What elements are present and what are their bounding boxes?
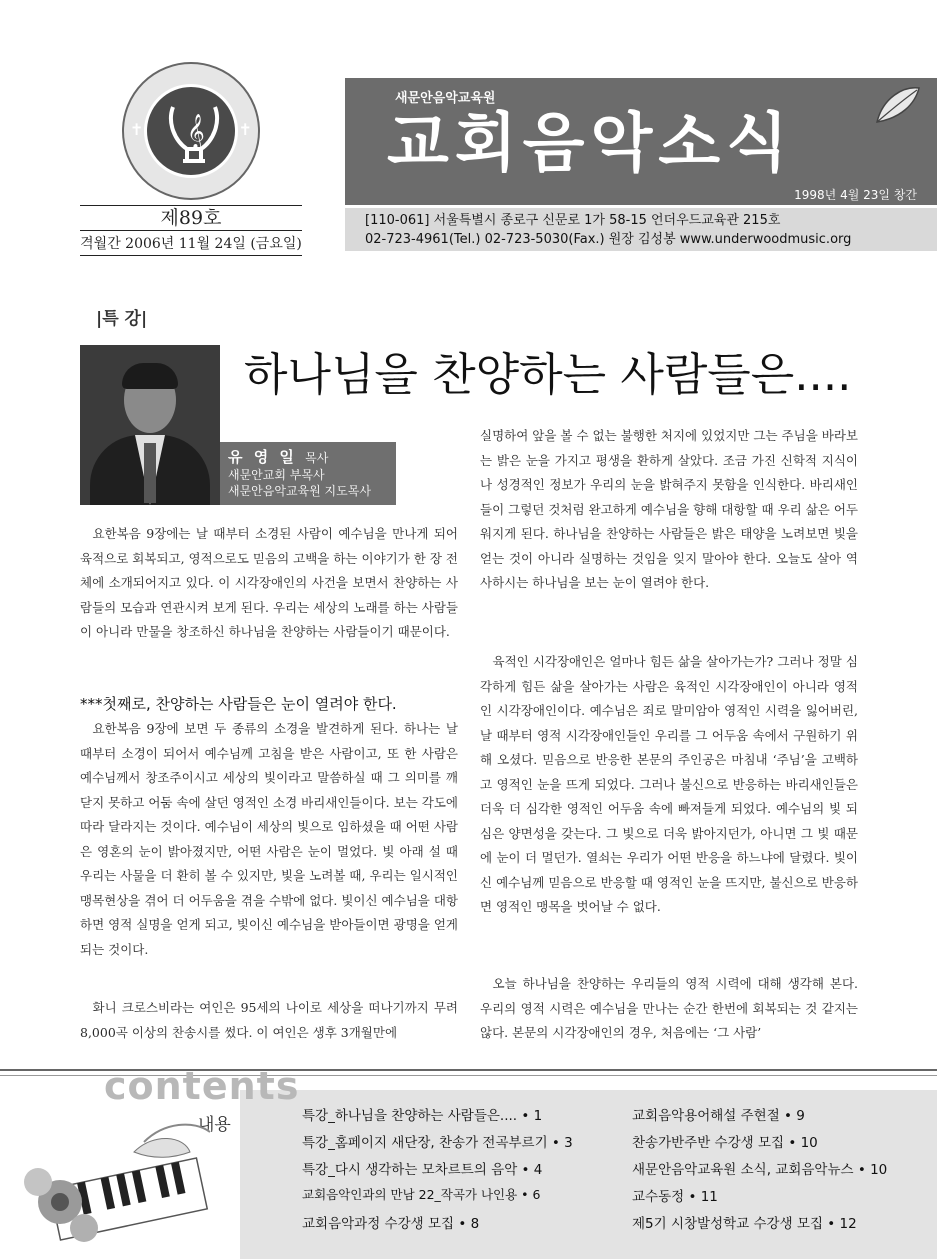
toc-item[interactable]: 새문안음악교육원 소식, 교회음악뉴스 • 10 xyxy=(632,1162,888,1178)
issue-number: 제89호 xyxy=(80,205,302,231)
author-photo xyxy=(80,345,220,505)
toc-item[interactable]: 특강_홈페이지 새단장, 찬송가 전곡부르기 • 3 xyxy=(302,1135,573,1151)
lyre-icon xyxy=(165,101,223,165)
article-paragraph-5: 육적인 시각장애인은 얼마나 힘든 삶을 살아가는가? 그러나 정말 심각하게 힘든 삶을 살아가는 사람은 육적인 시각장애인이 아니라 영적인 시각장애인이다. 예수님은 죄로 말미암아 영적인 시력을 잃어버린, 날 때부터 영적 시각장애인들인 우리를 그 어두움 속에서 구원하기 위해 오셨다. 믿음으로 반응한 본문의 주인공은 마침내 ‘주님’을 고백하고 영적인 눈을 뜨게 되었다. 그러나 불신으로 반응하는 바리새인들은 더욱 더 심각한 영적인 어두움 속에 빠져들게 되었다. 예수님의 빛 되심은 양면성을 갖는다. 그 빛으로 더욱 밝아지던가, 아니면 그 빛 때문에 눈이 더 멀던가. 열쇠는 우리가 어떤 반응을 하느냐에 달렸다. 빛이신 예수님께 믿음으로 반응할 때 영적인 눈을 뜨지만, 불신으로 반응하면 영적인 맹목을 벗어날 수 없다. xyxy=(480,654,858,914)
contents-heading-en: contents xyxy=(104,1064,300,1108)
church-seal-logo xyxy=(122,62,260,200)
author-role-1: 새문안교회 부목사 xyxy=(228,468,325,482)
seal-inner xyxy=(144,84,238,178)
author-name: 유 영 일 목사 xyxy=(228,448,329,466)
established-date: 1998년 4월 23일 창간 xyxy=(794,188,917,202)
cross-icon-left: ✝ xyxy=(130,120,144,139)
masthead-banner xyxy=(345,78,937,205)
leaf-icon xyxy=(873,84,921,126)
issue-date: 격월간 2006년 11월 24일 (금요일) xyxy=(80,232,302,256)
address-line-1: [110-061] 서울특별시 종로구 신문로 1가 58-15 언더우드교육관 215호 xyxy=(365,213,781,228)
toc-item[interactable]: 특강_다시 생각하는 모차르트의 음악 • 4 xyxy=(302,1162,543,1178)
toc-item[interactable]: 교회음악용어해설 주현절 • 9 xyxy=(632,1108,805,1124)
svg-text:𝄞: 𝄞 xyxy=(187,114,205,149)
article-headline: 하나님을 찬양하는 사람들은.... xyxy=(244,348,852,401)
author-byline xyxy=(220,442,396,505)
article-subhead: ***첫째로, 찬양하는 사람들은 눈이 열려야 한다. xyxy=(80,695,397,713)
masthead-title: 교회음악소식 xyxy=(387,107,794,181)
toc-item[interactable]: 교수동정 • 11 xyxy=(632,1189,718,1205)
toc-item[interactable]: 찬송가반주반 수강생 모집 • 10 xyxy=(632,1135,818,1151)
article-paragraph-4: 실명하여 앞을 볼 수 없는 불행한 처지에 있었지만 그는 주님을 바라보는 밝은 눈을 가지고 평생을 환하게 살았다. 조금 가진 신학적 지식이나 성경적인 정보가 우리의 눈을 밝혀주지 못함을 인식한다. 바리새인들이 그렇던 것처럼 완고하게 예수님을 향해 대항할 때 우리 삶은 어두워지게 된다. 하나님을 찬양하는 사람들은 밝은 태양을 노려보면 빛을 얻는 것이 아니라 실명하는 것임을 잊지 말아야 한다. 오늘도 살아 역사하시는 하나님을 보는 눈이 열려야 한다. xyxy=(480,428,858,590)
contents-heading-ko: 내용 xyxy=(198,1115,231,1135)
article-paragraph-3: 화니 크로스비라는 여인은 95세의 나이로 세상을 떠나기까지 무려 8,000곡 이상의 찬송시를 썼다. 이 여인은 생후 3개월만에 xyxy=(80,1000,458,1040)
piano-flower-illustration xyxy=(14,1112,242,1252)
toc-item[interactable]: 교회음악인과의 만남 22_작곡가 나인용 • 6 xyxy=(302,1187,541,1202)
masthead-org: 새문안음악교육원 xyxy=(395,91,496,106)
article-paragraph-2: 요한복음 9장에 보면 두 종류의 소경을 발견하게 된다. 하나는 날 때부터 소경이 되어서 예수님께 고침을 받은 사람이고, 또 한 사람은 예수님께서 창조주이시고 세상의 빛이라고 말씀하실 때 그 의미를 깨닫지 못하고 어둠 속에 살던 영적인 소경 바리새인들이다. 보는 각도에 따라 달라지는 것이다. 예수님이 세상의 빛으로 임하셨을 때 어떤 사람은 영혼의 눈이 밝아졌지만, 어떤 사람은 눈이 멀었다. 빛 아래 설 때 우리는 사물을 더 환히 볼 수 있지만, 빛을 노려볼 때, 우리는 일시적인 맹목현상을 겪어 더 어두움을 겪을 수밖에 없다. 빛이신 예수님을 대항하면 영적 실명을 얻게 되고, 빛이신 예수님을 받아들이면 광명을 얻게 되는 것이다. xyxy=(80,721,458,957)
article-paragraph-6: 오늘 하나님을 찬양하는 우리들의 영적 시력에 대해 생각해 본다. 우리의 영적 시력은 예수님을 만나는 순간 한번에 회복되는 것 같지는 않다. 본문의 시각장애인의 경우, 처음에는 ‘그 사람’ xyxy=(480,976,858,1040)
toc-item[interactable]: 특강_하나님을 찬양하는 사람들은.... • 1 xyxy=(302,1108,543,1124)
address-block xyxy=(345,208,937,251)
author-role-2: 새문안음악교육원 지도목사 xyxy=(228,484,371,498)
toc-item[interactable]: 교회음악과정 수강생 모집 • 8 xyxy=(302,1216,480,1232)
cross-icon-right: ✝ xyxy=(238,120,252,139)
article-paragraph-1: 요한복음 9장에는 날 때부터 소경된 사람이 예수님을 만나게 되어 육적으로 회복되고, 영적으로도 믿음의 고백을 하는 이야기가 한 장 전체에 소개되어지고 있다. 이 시각장애인의 사건을 보면서 찬양하는 사람들의 모습과 연관시켜 보게 된다. 우리는 세상의 노래를 하는 사람들이 아니라 만물을 창조하신 하나님을 찬양하는 사람들이기 때문이다. xyxy=(80,526,458,639)
address-line-2: 02-723-4961(Tel.) 02-723-5030(Fax.) 원장 김성봉 www.underwoodmusic.org xyxy=(365,232,852,247)
toc-item[interactable]: 제5기 시창발성학교 수강생 모집 • 12 xyxy=(632,1216,857,1232)
section-label: |특 강| xyxy=(96,309,148,329)
